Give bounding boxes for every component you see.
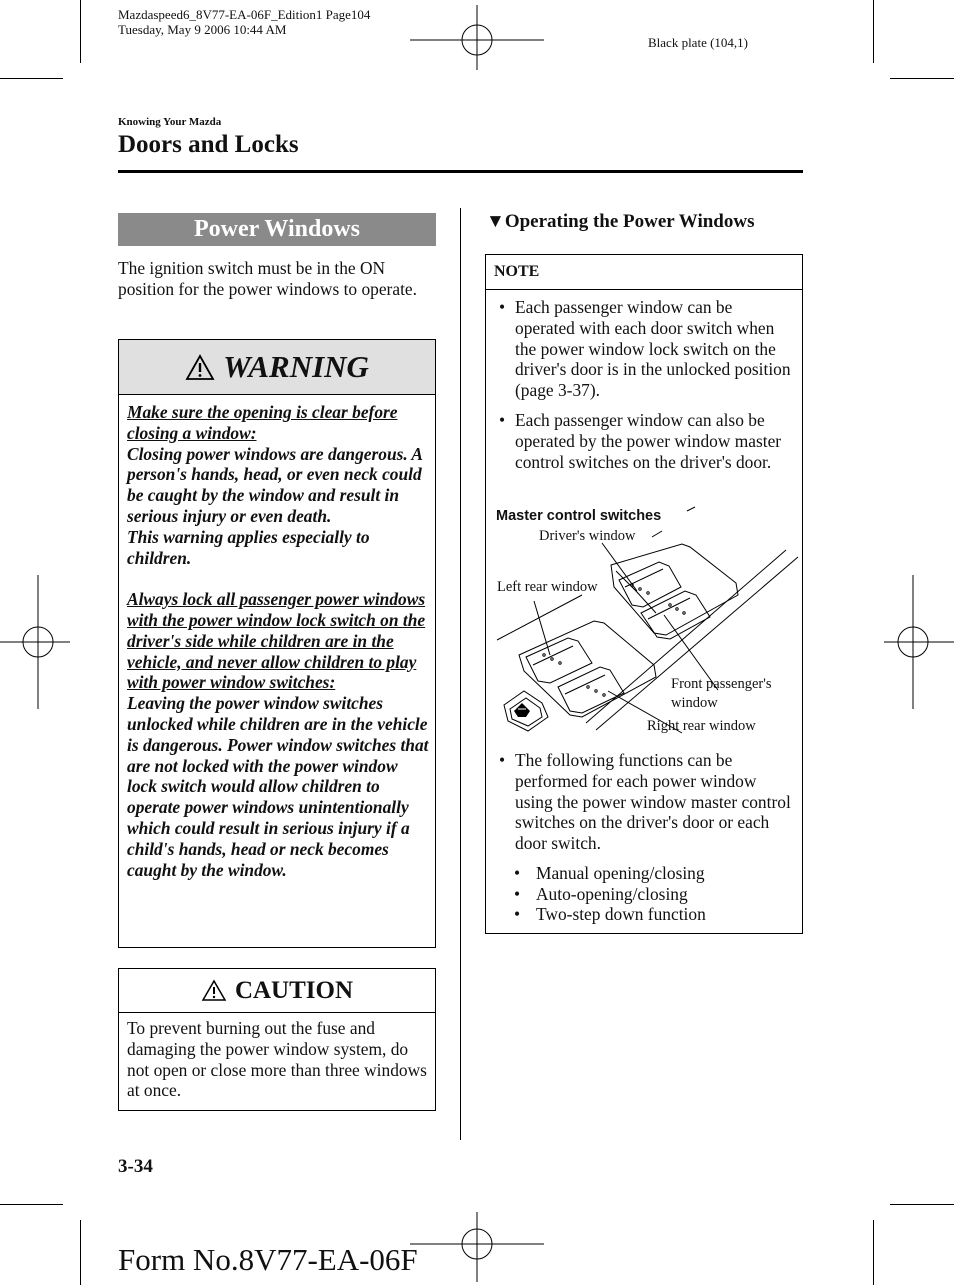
note-bullet-1-text: Each passenger window can be operated with each door switch when the power window lock switch on the driver's door is in the unlocked position (page 3-37). xyxy=(515,297,791,401)
function-item: • Two-step down function xyxy=(514,904,706,924)
label-right-rear-window: Right rear window xyxy=(647,718,756,734)
title-rule xyxy=(118,170,803,173)
note-bullet-3-text: The following functions can be performed for each power window using the power window master control switches on the driver's door or each door switch. xyxy=(515,750,791,854)
note-box xyxy=(485,254,803,934)
print-header-line2: Tuesday, May 9 2006 10:44 AM xyxy=(118,22,287,37)
registration-mark-top xyxy=(410,0,544,70)
warning-body xyxy=(119,395,435,880)
crop-mark xyxy=(0,78,63,79)
function-item-1: Manual opening/closing xyxy=(536,863,705,883)
section-label: Knowing Your Mazda xyxy=(118,116,222,128)
plate-label: Black plate (104,1) xyxy=(648,35,748,50)
function-item: • Manual opening/closing xyxy=(514,863,705,883)
power-windows-banner: Power Windows xyxy=(118,213,436,246)
caution-header xyxy=(119,969,435,1013)
note-heading: NOTE xyxy=(486,255,802,290)
warning-header xyxy=(119,340,435,395)
page-title: Doors and Locks xyxy=(118,131,299,158)
function-item: • Auto-opening/closing xyxy=(514,884,688,904)
caution-body: To prevent burning out the fuse and damaging the power window system, do not open or close more than three windows at once. xyxy=(127,1018,427,1101)
crop-mark xyxy=(890,78,954,79)
figure-title: Master control switches xyxy=(496,508,662,524)
warning-heading: WARNING xyxy=(223,349,369,384)
note-bullet-1: • Each passenger window can be operated with each door switch when the power window lock switch on the driver's door is in the unlocked position (page 3-37). xyxy=(499,297,795,401)
triangle-marker-icon: ▼ xyxy=(486,211,505,232)
warning-p2-body: Leaving the power window switches unlocked while children are in the vehicle is dangerous. Power window switches that are not locked with the power window lock switch would allow children to operate power windows unintentionally which could result in serious injury if a child's hands, head or neck becomes caught by the window. xyxy=(127,693,429,880)
master-control-switches-illustration xyxy=(486,495,802,755)
registration-mark-left xyxy=(0,575,70,709)
registration-mark-bottom xyxy=(410,1212,544,1285)
intro-text: The ignition switch must be in the ON position for the power windows to operate. xyxy=(118,258,417,299)
print-header-line1: Mazdaspeed6_8V77-EA-06F_Edition1 Page104 xyxy=(118,7,371,22)
label-drivers-window: Driver's window xyxy=(539,528,636,544)
crop-mark xyxy=(80,1220,81,1285)
form-number: Form No.8V77-EA-06F xyxy=(118,1242,418,1277)
registration-mark-right xyxy=(884,575,954,709)
label-front-passenger-1: Front passenger's xyxy=(671,676,772,692)
warning-p2-title: Always lock all passenger power windows with the power window lock switch on the driver's side while children are in the vehicle, and never allow children to play with power window switches: xyxy=(127,589,426,693)
page-number: 3-34 xyxy=(118,1156,153,1177)
crop-mark xyxy=(0,1204,63,1205)
caution-box xyxy=(118,968,436,1111)
crop-mark xyxy=(80,0,81,63)
crop-mark xyxy=(873,0,874,63)
operating-title-text: Operating the Power Windows xyxy=(504,211,755,232)
crop-mark xyxy=(873,1220,874,1285)
label-left-rear-window: Left rear window xyxy=(497,579,598,595)
label-front-passenger-2: window xyxy=(671,695,718,711)
crop-mark xyxy=(890,1204,954,1205)
note-bullet-3: • The following functions can be performed for each power window using the power window master control switches on the driver's door or each door switch. xyxy=(499,750,795,854)
caution-triangle-icon xyxy=(201,979,227,1002)
warning-p1-note: This warning applies especially to children. xyxy=(127,526,370,568)
note-bullet-2-text: Each passenger window can also be operated by the power window master control switches on the driver's door. xyxy=(515,410,782,472)
note-bullet-2: • Each passenger window can also be operated by the power window master control switches on the driver's door. xyxy=(499,410,795,472)
warning-p1-body: Closing power windows are dangerous. A person's hands, head, or even neck could be caught by the window and result in serious injury or even death. xyxy=(127,443,423,526)
operating-title xyxy=(486,211,754,233)
warning-box xyxy=(118,339,436,948)
warning-triangle-icon xyxy=(185,354,215,381)
function-item-2: Auto-opening/closing xyxy=(536,884,688,904)
warning-p1-title: Make sure the opening is clear before closing a window: xyxy=(127,402,398,443)
column-divider xyxy=(460,208,461,1140)
function-item-3: Two-step down function xyxy=(536,904,706,924)
caution-heading: CAUTION xyxy=(234,976,354,1004)
